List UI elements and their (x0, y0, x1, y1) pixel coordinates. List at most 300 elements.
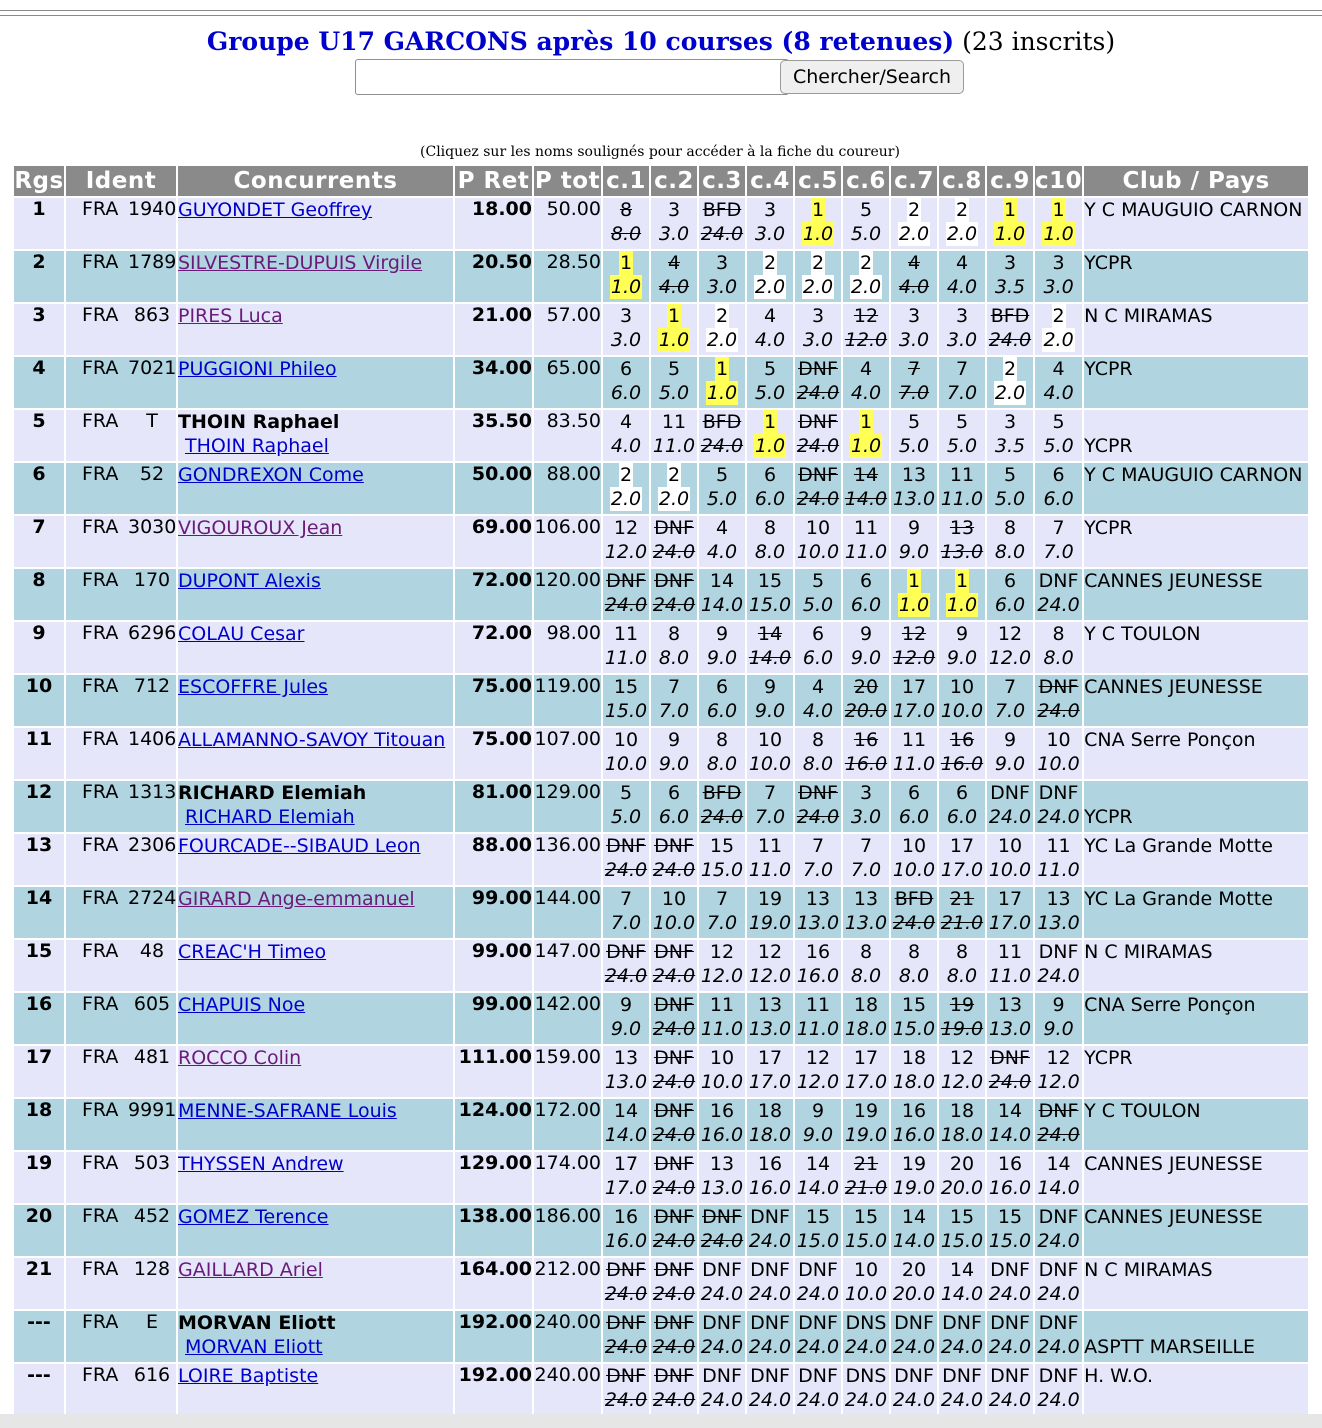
race-result-cell (795, 834, 841, 885)
race-place-value: 20 (901, 1259, 927, 1281)
table-row (14, 675, 1308, 726)
ident-cell (66, 781, 176, 832)
race-score (651, 1282, 697, 1306)
race-score-value: 2.0 (898, 223, 930, 245)
race-score-value: 2.0 (994, 382, 1026, 404)
race-score-value: 16.0 (604, 1230, 648, 1252)
race-place (747, 1311, 793, 1335)
sail-number: 1406 (128, 728, 176, 750)
race-result-cell (987, 993, 1033, 1044)
race-result-cell (1035, 675, 1082, 726)
rank-cell: 5 (14, 410, 64, 461)
race-place (795, 622, 841, 646)
race-place-value: 5 (715, 464, 729, 486)
points-retained: 88.00 (455, 834, 532, 885)
race-result-cell (747, 1152, 793, 1203)
sail-number: 52 (139, 463, 165, 485)
race-score (699, 222, 745, 246)
race-place (651, 251, 697, 275)
race-result-cell (843, 410, 889, 461)
race-score-value: 24.0 (604, 859, 648, 881)
race-result-cell (987, 1152, 1033, 1203)
competitor-link[interactable]: RICHARD Elemiah (185, 806, 355, 828)
race-score (603, 1335, 649, 1359)
column-header: P Ret (455, 166, 532, 196)
race-place (843, 940, 889, 964)
race-score-value: 9.0 (850, 647, 882, 669)
column-header: c10 (1035, 168, 1083, 194)
club-name: YCPR (1084, 435, 1133, 457)
club-cell (1084, 1046, 1308, 1097)
race-place (1035, 675, 1082, 699)
competitor-link[interactable]: ESCOFFRE Jules (178, 676, 328, 698)
race-score (1035, 1017, 1082, 1041)
race-result-cell (843, 675, 889, 726)
club-cell (1084, 993, 1308, 1044)
race-result-cell (795, 781, 841, 832)
race-score (987, 1388, 1033, 1412)
race-place (651, 728, 697, 752)
competitor-link[interactable]: THYSSEN Andrew (178, 1153, 344, 1175)
race-score-value: 10.0 (652, 912, 696, 934)
race-place (843, 728, 889, 752)
race-place (1035, 198, 1082, 222)
race-score-value: 1.0 (898, 594, 930, 616)
race-score (651, 1176, 697, 1200)
competitor-cell (178, 251, 453, 302)
race-result-cell (939, 463, 985, 514)
race-score (939, 1017, 985, 1041)
race-place (891, 834, 937, 858)
points-retained: 72.00 (455, 622, 532, 673)
competitor-link[interactable]: CHAPUIS Noe (178, 994, 306, 1016)
race-score (699, 1176, 745, 1200)
race-place-value: 16 (901, 1100, 927, 1122)
race-score-value: 24.0 (652, 1230, 696, 1252)
results-table (12, 164, 1310, 1417)
table-body (14, 198, 1308, 1415)
club-cell (1084, 887, 1308, 938)
race-result-cell (939, 1152, 985, 1203)
competitor-link[interactable]: MORVAN Eliott (185, 1336, 323, 1358)
competitor-link[interactable]: MENNE-SAFRANE Louis (178, 1100, 397, 1122)
competitor-link[interactable]: THOIN Raphael (185, 435, 329, 457)
column-header: c.1 (603, 166, 649, 196)
race-place (843, 569, 889, 593)
race-place-value: 9 (955, 623, 969, 645)
table-row (14, 1311, 1308, 1362)
race-place (1035, 410, 1082, 434)
race-result-cell (795, 304, 841, 355)
race-score-value: 24.0 (796, 1389, 840, 1411)
race-score-value: 24.0 (604, 1336, 648, 1358)
race-score-value: 24.0 (940, 1336, 984, 1358)
race-place-value: 8 (1052, 623, 1065, 645)
race-result-cell (843, 198, 889, 249)
race-place-value: DNF (990, 1312, 1030, 1334)
race-result-cell (987, 1258, 1033, 1309)
race-result-cell (651, 410, 697, 461)
competitor-link[interactable]: GOMEZ Terence (178, 1206, 329, 1228)
race-score-value: 9.0 (754, 700, 786, 722)
race-place-value: DNF (798, 358, 838, 380)
race-place-value: 15 (853, 1206, 879, 1228)
race-result-cell (603, 887, 649, 938)
race-place (939, 622, 985, 646)
race-place-value: 9 (619, 994, 633, 1016)
competitor-link[interactable]: PIRES Luca (178, 305, 283, 327)
race-score-value: 17.0 (988, 912, 1032, 934)
competitor-link[interactable]: ALLAMANNO-SAVOY Titouan (178, 729, 446, 751)
race-score-value: 2.0 (1043, 329, 1074, 351)
race-score-value: 5.0 (706, 488, 738, 510)
race-score (747, 911, 793, 935)
points-total: 136.00 (534, 834, 601, 885)
race-result-cell (843, 728, 889, 779)
competitor-link[interactable]: COLAU Cesar (178, 623, 305, 645)
race-score (939, 1176, 985, 1200)
competitor-link[interactable]: LOIRE Baptiste (178, 1365, 319, 1387)
race-place (987, 1311, 1033, 1335)
race-score (891, 434, 937, 458)
race-score-value: 12.0 (604, 541, 648, 563)
race-place (939, 357, 985, 381)
race-place-value: 2 (619, 464, 633, 486)
race-place (939, 1205, 985, 1229)
competitor-link[interactable]: PUGGIONI Phileo (178, 358, 337, 380)
race-result-cell (939, 993, 985, 1044)
competitor-link[interactable]: ROCCO Colin (178, 1047, 302, 1069)
race-score (651, 434, 697, 458)
club-cell (1084, 410, 1308, 461)
race-result-cell (699, 1205, 745, 1256)
race-place-value: 12 (709, 941, 735, 963)
ident-cell (66, 251, 176, 302)
race-place (1035, 1364, 1082, 1388)
race-place-value: BFD (702, 411, 742, 433)
race-score-value: 1.0 (658, 329, 690, 351)
race-score (795, 275, 841, 299)
race-place (651, 622, 697, 646)
race-place (939, 251, 985, 275)
points-retained: 111.00 (455, 1046, 532, 1097)
race-score (699, 858, 745, 882)
competitor-cell (178, 304, 453, 355)
race-score (603, 593, 649, 617)
race-score (843, 1176, 889, 1200)
race-result-cell (891, 887, 937, 938)
race-result-cell (1035, 1258, 1082, 1309)
race-place-value: 14 (853, 464, 879, 486)
club-cell (1084, 1258, 1308, 1309)
race-place (699, 1364, 745, 1388)
race-result-cell (747, 728, 793, 779)
competitor-link[interactable]: GAILLARD Ariel (178, 1259, 323, 1281)
race-place-value: 8 (1003, 517, 1017, 539)
race-place-value: DNF (654, 1153, 694, 1175)
competitor-link[interactable]: CREAC'H Timeo (178, 941, 327, 963)
race-place (891, 198, 937, 222)
race-result-cell (651, 781, 697, 832)
race-place-value: 7 (859, 835, 873, 857)
race-place-value: 10 (709, 1047, 735, 1069)
race-place (1035, 622, 1082, 646)
race-place (939, 940, 985, 964)
club-cell (1084, 1205, 1308, 1256)
race-score-value: 6.0 (802, 647, 834, 669)
race-result-cell (651, 463, 697, 514)
race-result-cell (603, 198, 649, 249)
race-place-value: 16 (853, 729, 879, 751)
race-score-value: 11.0 (1037, 859, 1080, 881)
race-score-value: 24.0 (1037, 1389, 1080, 1411)
race-score (1035, 1123, 1082, 1147)
race-place-value: 14 (901, 1206, 927, 1228)
race-score-value: 6.0 (658, 806, 690, 828)
race-result-cell (795, 1099, 841, 1150)
race-score-value: 17.0 (748, 1071, 792, 1093)
table-row (14, 834, 1308, 885)
race-score (843, 487, 889, 511)
race-score-value: 24.0 (652, 1071, 696, 1093)
points-retained: 69.00 (455, 516, 532, 567)
race-score (747, 487, 793, 511)
race-result-cell (891, 781, 937, 832)
race-place-value: 20 (949, 1153, 975, 1175)
race-score-value: 14.0 (892, 1230, 936, 1252)
points-retained: 129.00 (455, 1152, 532, 1203)
race-place (1035, 834, 1082, 858)
race-score (987, 1282, 1033, 1306)
race-score-value: 4.0 (802, 700, 834, 722)
race-place (1035, 1046, 1082, 1070)
race-result-cell (795, 622, 841, 673)
race-result-cell (699, 1258, 745, 1309)
rank-cell: 16 (14, 993, 64, 1044)
race-score (891, 487, 937, 511)
race-place-value: DNF (606, 1365, 646, 1387)
race-score-value: 24.0 (988, 1283, 1032, 1305)
points-total: 172.00 (534, 1099, 601, 1150)
competitor-link[interactable]: SILVESTRE-DUPUIS Virgile (178, 252, 423, 274)
race-score (795, 699, 841, 723)
race-result-cell (987, 781, 1033, 832)
competitor-link[interactable]: GIRARD Ange-emmanuel (178, 888, 415, 910)
race-place (795, 569, 841, 593)
race-score-value: 13.0 (1037, 912, 1080, 934)
search-input[interactable] (355, 59, 789, 95)
race-score-value: 24.0 (604, 965, 648, 987)
race-score (747, 699, 793, 723)
race-place (795, 516, 841, 540)
race-place-value: 1 (619, 252, 633, 274)
race-place (603, 463, 649, 487)
race-result-cell (651, 1258, 697, 1309)
race-result-cell (651, 887, 697, 938)
race-score (795, 1070, 841, 1094)
club-cell (1084, 1364, 1308, 1415)
race-place (843, 675, 889, 699)
race-score (987, 699, 1033, 723)
race-score-value: 24.0 (844, 1336, 888, 1358)
race-place (603, 1258, 649, 1282)
race-place (891, 304, 937, 328)
competitor-cell (178, 622, 453, 673)
table-row (14, 357, 1308, 408)
competitor-cell (178, 463, 453, 514)
race-place (987, 304, 1033, 328)
race-result-cell (603, 1046, 649, 1097)
race-place (939, 834, 985, 858)
race-place (699, 1258, 745, 1282)
race-score (795, 1176, 841, 1200)
race-place (747, 516, 793, 540)
table-row (14, 410, 1308, 461)
table-row (14, 1152, 1308, 1203)
race-place (891, 940, 937, 964)
race-score (699, 434, 745, 458)
points-total: 159.00 (534, 1046, 601, 1097)
race-place (651, 516, 697, 540)
race-place-value: 8 (667, 623, 681, 645)
race-result-cell (987, 728, 1033, 779)
race-score-value: 18.0 (892, 1071, 936, 1093)
race-score-value: 2.0 (754, 276, 786, 298)
race-score (891, 752, 937, 776)
club-cell (1084, 357, 1308, 408)
sail-number: 128 (133, 1258, 171, 1280)
race-result-cell (843, 463, 889, 514)
race-score-value: 8.0 (994, 541, 1026, 563)
competitor-cell (178, 198, 453, 249)
race-place-value: 3 (811, 305, 825, 327)
race-place (843, 1364, 889, 1388)
race-result-cell (795, 1258, 841, 1309)
sail-number: 503 (133, 1152, 171, 1174)
race-place-value: 13 (997, 994, 1023, 1016)
nationality: FRA (82, 1364, 119, 1386)
race-score-value: 24.0 (1037, 1230, 1080, 1252)
race-result-cell (987, 940, 1033, 991)
race-result-cell (1035, 1099, 1082, 1150)
race-place (987, 781, 1033, 805)
race-result-cell (939, 1258, 985, 1309)
ident-cell (66, 1364, 176, 1415)
race-place (891, 1311, 937, 1335)
race-result-cell (699, 569, 745, 620)
race-place-value: 2 (1003, 358, 1017, 380)
race-score-value: 24.0 (700, 1230, 744, 1252)
race-place (987, 993, 1033, 1017)
competitor-cell (178, 834, 453, 885)
race-place-value: 4 (955, 252, 969, 274)
race-score (651, 911, 697, 935)
race-score-value: 6.0 (850, 594, 882, 616)
race-score (891, 911, 937, 935)
table-row (14, 940, 1308, 991)
race-place (603, 1311, 649, 1335)
race-place-value: 17 (853, 1047, 879, 1069)
race-score (699, 1388, 745, 1412)
race-score-value: 5.0 (1043, 435, 1074, 457)
race-place-value: 1 (859, 411, 873, 433)
race-place-value: DNF (798, 782, 838, 804)
points-total: 144.00 (534, 887, 601, 938)
race-result-cell (987, 357, 1033, 408)
race-result-cell (1035, 357, 1082, 408)
race-place (603, 781, 649, 805)
nationality: FRA (82, 410, 119, 432)
nationality: FRA (82, 1046, 119, 1068)
race-place (651, 1364, 697, 1388)
race-place (843, 516, 889, 540)
competitor-link[interactable]: GONDREXON Come (178, 464, 364, 486)
race-score (939, 805, 985, 829)
search-button[interactable]: Chercher/Search (780, 60, 964, 94)
race-result-cell (699, 304, 745, 355)
race-place (747, 675, 793, 699)
race-place (843, 1046, 889, 1070)
race-result-cell (987, 198, 1033, 249)
race-result-cell (843, 940, 889, 991)
race-score (603, 911, 649, 935)
race-place-value: 4 (619, 411, 633, 433)
race-place-value: 9 (715, 623, 729, 645)
race-place-value: DNF (798, 1365, 838, 1387)
rank-cell: 11 (14, 728, 64, 779)
race-result-cell (603, 940, 649, 991)
race-score-value: 14.0 (748, 647, 792, 669)
table-row (14, 516, 1308, 567)
ident-cell (66, 198, 176, 249)
race-place (795, 834, 841, 858)
race-score-value: 24.0 (892, 1336, 936, 1358)
race-score-value: 10.0 (796, 541, 840, 563)
race-score-value: 17.0 (892, 700, 936, 722)
race-place-value: DNF (1038, 570, 1079, 592)
race-score-value: 3.0 (898, 329, 930, 351)
points-total: 65.00 (534, 357, 601, 408)
competitor-link[interactable]: DUPONT Alexis (178, 570, 321, 592)
race-place (747, 1364, 793, 1388)
race-score-value: 11.0 (892, 753, 936, 775)
club-name: CANNES JEUNESSE (1084, 1206, 1263, 1228)
race-place-value: DNS (845, 1312, 887, 1334)
race-place (987, 516, 1033, 540)
competitor-link[interactable]: GUYONDET Geoffrey (178, 199, 373, 221)
race-score (891, 1388, 937, 1412)
race-place (651, 887, 697, 911)
race-score-value: 18.0 (748, 1124, 792, 1146)
race-score (1035, 487, 1082, 511)
race-score-value: 24.0 (652, 1124, 696, 1146)
race-place-value: 5 (1003, 464, 1017, 486)
race-place-value: DNF (606, 941, 646, 963)
race-result-cell (603, 1258, 649, 1309)
column-header: Concurrents (178, 166, 453, 196)
ident-cell (66, 463, 176, 514)
race-result-cell (843, 304, 889, 355)
competitor-link[interactable]: VIGOUROUX Jean (178, 517, 343, 539)
competitor-link[interactable]: FOURCADE--SIBAUD Leon (178, 835, 421, 857)
club-name: CANNES JEUNESSE (1084, 1153, 1263, 1175)
race-place (651, 463, 697, 487)
race-score-value: 15.0 (844, 1230, 888, 1252)
points-retained: 99.00 (455, 887, 532, 938)
race-score-value: 10.0 (604, 753, 648, 775)
race-place-value: 3 (955, 305, 969, 327)
race-place-value: 13 (901, 464, 927, 486)
